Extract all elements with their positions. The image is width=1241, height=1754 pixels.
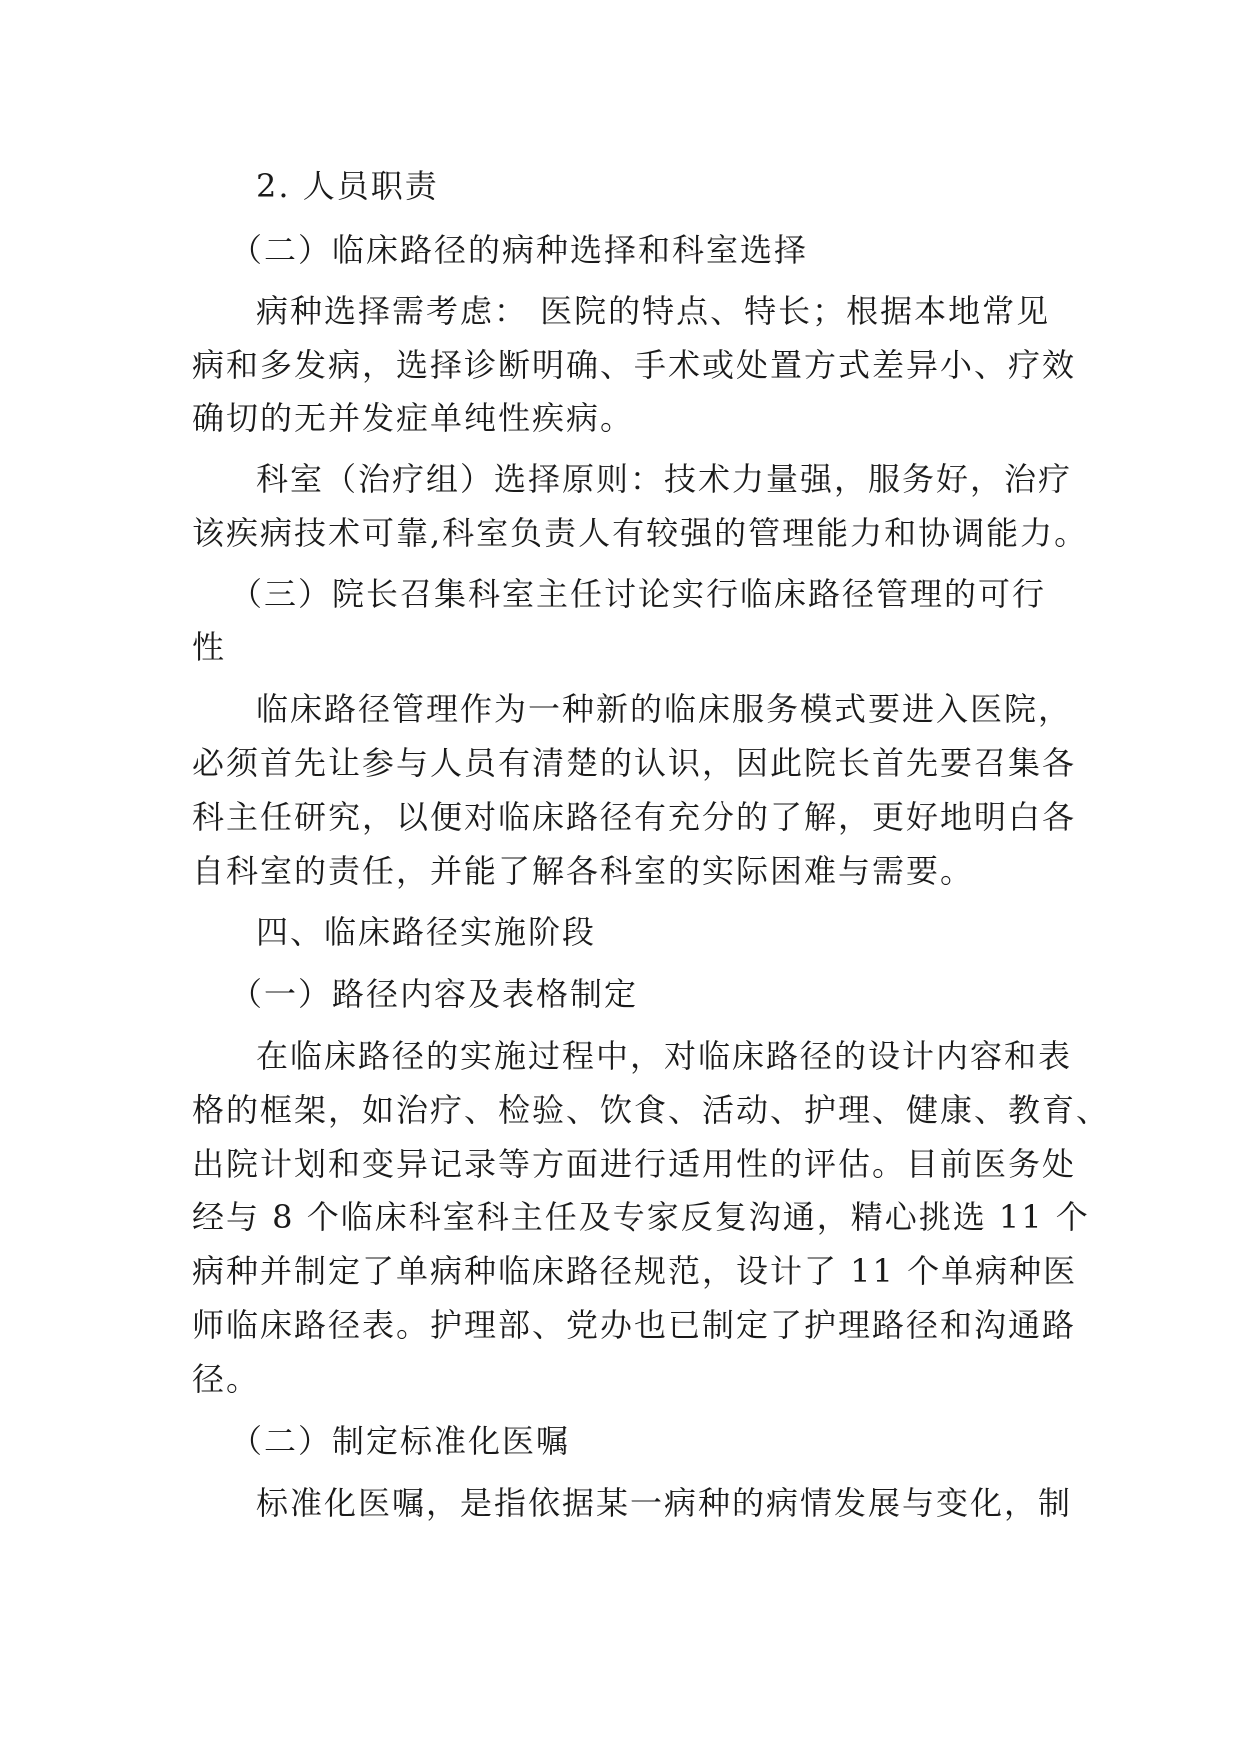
section-heading-standard-orders: （二）制定标准化医嘱 xyxy=(230,1422,571,1460)
paragraph-line: 经与 8 个临床科室科主任及专家反复沟通，精心挑选 11 个 xyxy=(192,1198,1090,1236)
section-heading-implementation: 四、临床路径实施阶段 xyxy=(256,913,597,951)
paragraph-line: 标准化医嘱，是指依据某一病种的病情发展与变化，制 xyxy=(256,1484,1073,1522)
paragraph-line: 径。 xyxy=(192,1360,261,1398)
paragraph-line: 科主任研究，以便对临床路径有充分的了解，更好地明白各 xyxy=(192,798,1077,836)
paragraph-line: 病种选择需考虑： 医院的特点、特长；根据本地常见 xyxy=(256,292,1051,330)
section-heading-feasibility: （三）院长召集科室主任讨论实行临床路径管理的可行 xyxy=(230,575,1047,613)
paragraph-line: 师临床路径表。护理部、党办也已制定了护理路径和沟通路 xyxy=(192,1306,1077,1344)
paragraph-line: 必须首先让参与人员有清楚的认识，因此院长首先要召集各 xyxy=(192,744,1077,782)
paragraph-line: 病种并制定了单病种临床路径规范，设计了 11 个单病种医 xyxy=(192,1252,1078,1290)
paragraph-line: 病和多发病，选择诊断明确、手术或处置方式差异小、疗效 xyxy=(192,346,1077,384)
paragraph-line: 科室（治疗组）选择原则：技术力量强，服务好，治疗 xyxy=(256,460,1073,498)
section-heading-disease-selection: （二）临床路径的病种选择和科室选择 xyxy=(230,231,809,269)
paragraph-line: 自科室的责任，并能了解各科室的实际困难与需要。 xyxy=(192,852,975,890)
paragraph-line: 在临床路径的实施过程中，对临床路径的设计内容和表 xyxy=(256,1037,1073,1075)
paragraph-line: 格的框架，如治疗、检验、饮食、活动、护理、健康、教育、 xyxy=(192,1091,1111,1129)
section-heading-path-content: （一）路径内容及表格制定 xyxy=(230,975,639,1013)
paragraph-line: 出院计划和变异记录等方面进行适用性的评估。目前医务处 xyxy=(192,1145,1077,1183)
paragraph-line: 该疾病技术可靠,科室负责人有较强的管理能力和协调能力。 xyxy=(192,514,1089,552)
section-heading-staff-duties: 2. 人员职责 xyxy=(256,167,439,205)
paragraph-line: 确切的无并发症单纯性疾病。 xyxy=(192,399,635,437)
paragraph-line: 临床路径管理作为一种新的临床服务模式要进入医院， xyxy=(256,690,1073,728)
paragraph-line: 性 xyxy=(192,628,227,666)
